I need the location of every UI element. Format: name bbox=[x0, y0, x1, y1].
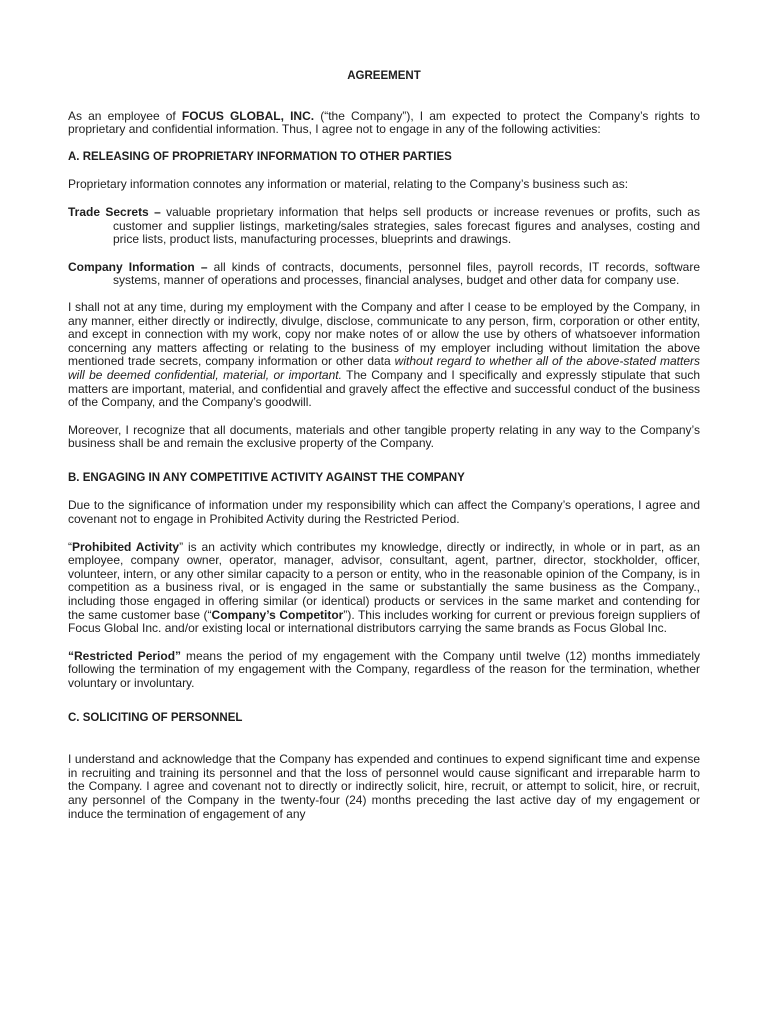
nondisclosure-pre: I shall not at any time, during my employment with the Company and after I cease to be employed by the Company, in any manner, either directly or indirectly, divulge, disclose, communicate to any person, firm, corporation or other entity, and except in connection with my work, copy nor make notes of or allow the use by others of whatsoever information concerning any matters affecting or relating to the business of my employer including without limitation the above mentioned trade secrets, company information or other data bbox=[68, 299, 700, 369]
trade-secrets-text: valuable proprietary information that helps sell products or increase revenues or profits, such as customer and supplier listings, marketing/sales strategies, sales forecast figures and analyses, costing and price lists, product lists, manufacturing processes, blueprints and drawings. bbox=[113, 204, 700, 247]
document-page bbox=[68, 70, 700, 821]
proprietary-definition: Proprietary information connotes any information or material, relating to the Company’s business such as: bbox=[68, 177, 629, 192]
property-paragraph: Moreover, I recognize that all documents, materials and other tangible property relating in any way to the Company’s business shall be and remain the exclusive property of the Company. bbox=[68, 422, 700, 451]
prohibited-activity-paragraph bbox=[68, 541, 700, 636]
restricted-period-paragraph bbox=[68, 650, 700, 691]
intro-paragraph bbox=[68, 110, 700, 137]
section-b-heading: B. ENGAGING IN ANY COMPETITIVE ACTIVITY AGAINST THE COMPANY bbox=[68, 471, 465, 484]
document-title: AGREEMENT bbox=[347, 70, 421, 82]
company-competitor-term: Company’s Competitor bbox=[211, 607, 344, 622]
company-information-term: Company Information – bbox=[68, 259, 208, 274]
prohibited-open-quote: “ bbox=[68, 539, 72, 554]
company-information-paragraph bbox=[68, 261, 700, 288]
trade-secrets-paragraph bbox=[68, 206, 700, 247]
restricted-period-text: means the period of my engagement with the Company until twelve (12) months immediately following the termination of my engagement with the Company, regardless of the reason for the termination, whether voluntary or involuntary. bbox=[68, 648, 700, 690]
section-c-heading: C. SOLICITING OF PERSONNEL bbox=[68, 711, 243, 724]
prohibited-activity-term: Prohibited Activity bbox=[72, 539, 180, 554]
nondisclosure-post: The Company and I specifically and expressly stipulate that such matters are important, material, and confidential and gravely affect the effective and successful conduct of the business of the Company, and the Company’s goodwill. bbox=[68, 367, 701, 410]
section-a-heading: A. RELEASING OF PROPRIETARY INFORMATION TO OTHER PARTIES bbox=[68, 150, 452, 163]
nondisclosure-italic: without regard to whether all of the above-stated matters will be deemed confidential, material, or important. bbox=[68, 354, 700, 382]
company-competitor-text: ”). This includes working for current or previous foreign suppliers of Focus Global Inc. and/or existing local or international distributors carrying the same brands as Focus Global Inc. bbox=[68, 607, 700, 636]
intro-post: (“the Company”), I am expected to protect the Company’s rights to proprietary and confidential information. Thus, I agree not to engage in any of the following activities: bbox=[68, 108, 700, 137]
company-information-text: all kinds of contracts, documents, personnel files, payroll records, IT records, software systems, manner of operations and processes, financial analyses, budget and other data for company use. bbox=[113, 259, 701, 288]
company-name: FOCUS GLOBAL, INC. bbox=[181, 108, 315, 123]
nondisclosure-paragraph bbox=[68, 301, 700, 410]
significance-paragraph: Due to the significance of information under my responsibility which can affect the Company’s operations, I agree and covenant not to engage in Prohibited Activity during the Restricted Period. bbox=[68, 498, 700, 527]
prohibited-activity-text: ” is an activity which contributes my knowledge, directly or indirectly, in whole or in part, as an employee, company owner, operator, manager, advisor, consultant, agent, partner, director, stockholder, officer, volunteer, intern, or any other similar capacity to a person or entity, who in the reasonable opinion of the Company, is in competition as a business rival, or is engaged in the same or substantially the same business as the Company., including those engaged in offering similar (or identical) products or services in the same market and contending for the same customer base (“ bbox=[68, 539, 701, 622]
soliciting-paragraph: I understand and acknowledge that the Company has expended and continues to expend significant time and expense in recruiting and training its personnel and that the loss of personnel would cause significant and irreparable harm to the Company. I agree and covenant not to directly or indirectly solicit, hire, recruit, or attempt to solicit, hire, or recruit, any personnel of the Company in the twenty-four (24) months preceding the last active day of my engagement or induce the termination of engagement of any bbox=[68, 752, 700, 821]
trade-secrets-term: Trade Secrets – bbox=[68, 204, 161, 219]
restricted-period-term: “Restricted Period” bbox=[68, 648, 182, 663]
intro-pre: As an employee of bbox=[68, 108, 182, 123]
